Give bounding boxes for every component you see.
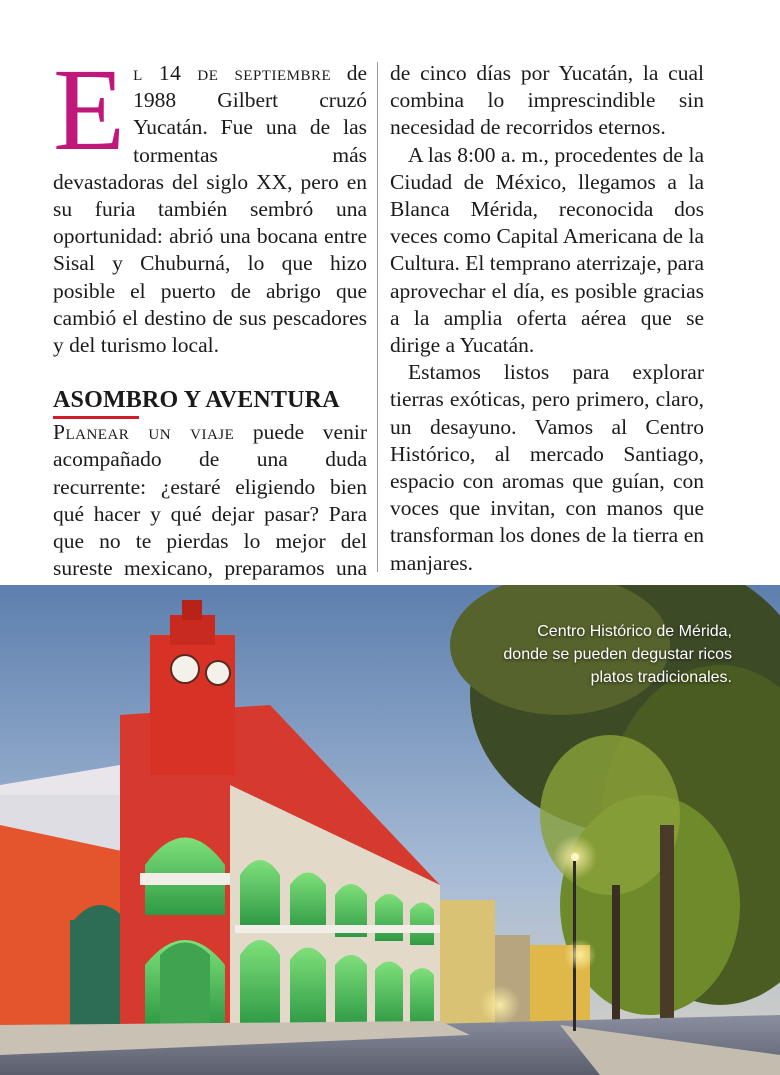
caption-line-1: Centro Histórico de Mérida, bbox=[537, 623, 732, 640]
article-column-right bbox=[390, 60, 704, 577]
section-heading bbox=[53, 385, 340, 421]
caption-line-3: platos tradicionales. bbox=[590, 669, 732, 686]
section-smallcaps: Planear un viaje bbox=[53, 420, 235, 445]
column-divider bbox=[377, 62, 378, 572]
drop-cap: E bbox=[53, 44, 126, 175]
section-text: puede venir acompañado de una duda recurrente: ¿estaré eligiendo bien qué hacer y qué dejar pasar? Para que no te pierdas lo mejor del sureste mexicano, preparamos una bbox=[53, 420, 367, 581]
caption-line-2: donde se pueden degustar ricos bbox=[503, 646, 732, 663]
photo-caption bbox=[503, 620, 732, 689]
heading-underline bbox=[53, 416, 139, 419]
section-paragraph-continued: de cinco días por Yucatán, la cual combina lo imprescindible sin necesidad de recorridos eternos. bbox=[390, 61, 704, 140]
paragraph-breakfast: Estamos listos para explorar tierras exóticas, pero primero, claro, un desayuno. Vamos al Centro Histórico, al mercado Santiago, espacio con aromas que guían, con voces que invitan, con manos que transforman los dones de la tierra en manjares. bbox=[390, 360, 704, 575]
paragraph-arrival: A las 8:00 a. m., procedentes de la Ciudad de México, llegamos a la Blanca Mérida, reconocida dos veces como Capital Americana de la Cultura. El temprano aterrizaje, para aprovechar el día, es posible gracias a la amplia oferta aérea que se dirige a Yucatán. bbox=[390, 142, 704, 358]
lead-smallcaps: l 14 de septiembre bbox=[133, 61, 332, 85]
lead-paragraph bbox=[53, 44, 367, 359]
section-paragraph-start bbox=[53, 419, 367, 609]
section-heading-text: ASOMBRO Y AVENTURA bbox=[53, 387, 340, 414]
lead-text: de 1988 Gilbert cruzó Yucatán. Fue una de las tormentas más devastadoras del siglo XX, pero en su furia también sembró una oportunidad: abrió una bocana entre Sisal y Chuburná, lo que hizo posible el puerto de abrigo que cambió el destino de sus pescadores y del turismo local. bbox=[53, 61, 367, 358]
article-column-left bbox=[53, 44, 367, 610]
